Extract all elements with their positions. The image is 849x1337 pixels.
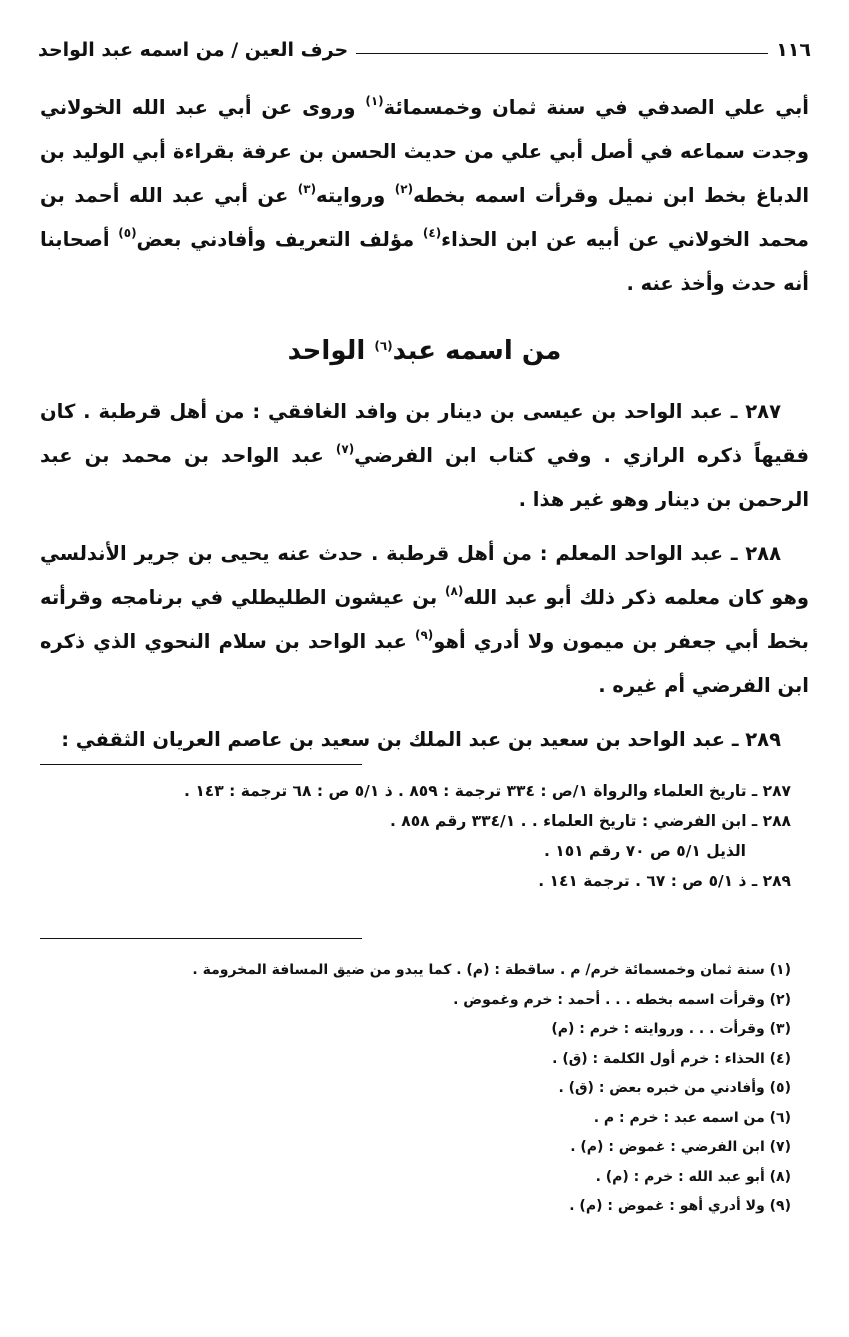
footnote-ref-3: (٣) [297,182,317,196]
entry-288: ٢٨٨ ـ عبد الواحد المعلم : من أهل قرطبة . حدث عنه يحيى بن جرير الأندلسي وهو كان معلمه ذكر ذلك أبو عبد الله$^{(٨)}$ بن عيشون الطليطلي في برنامجه وقرأته بخط أبي جعفر بن ميمون ولا أدري أهو$^{(٩)}$ عبد الواحد بن سلام النحوي الذي ذكره ابن الفرضي أم غيره . [40,542,809,697]
footnotes-block [40,956,791,1222]
footnotes-divider [40,938,362,939]
footnote: (٩) ولا أدري أهو : غموض : (م) . [569,1198,791,1214]
footnote: (١) سنة ثمان وخمسمائة خرم/ م . ساقطة : (م) . كما يبدو من ضيق المسافة المخرومة . [192,962,791,978]
footnote: (٣) وقرأت . . . وروايته : خرم : (م) [551,1021,791,1037]
footnote-ref-9: (٩) [414,628,434,642]
entry-287: ٢٨٧ ـ عبد الواحد بن عيسى بن دينار بن وافد الغافقي : من أهل قرطبة . كان فقيهاً ذكره الرازي . وفي كتاب ابن الفرضي$^{(٧)}$ عبد الواحد بن محمد بن عبد الرحمن بن دينار وهو غير هذا . [40,400,809,511]
footnote: (٦) من اسمه عبد : خرم : م . [593,1109,791,1126]
sources-divider [40,764,362,765]
footnote-ref-2: (٢) [394,182,414,196]
footnote: (٨) أبو عبد الله : خرم : (م) . [595,1168,791,1185]
footnote-ref-7: (٧) [335,442,355,456]
footnote: (٥) وأفادني من خبره بعض : (ق) . [558,1080,791,1096]
footnote-ref-6: (٦) [374,339,393,353]
source-line: ٢٨٧ ـ تاريخ العلماء والرواة ١/ص : ٣٣٤ ترجمة : ٨٥٩ . ذ ٥/١ ص : ٦٨ ترجمة : ١٤٣ . [184,782,791,800]
running-header [38,30,811,70]
footnote-ref-8: (٨) [445,584,464,598]
header-rule [356,53,768,54]
sources-block [40,776,791,896]
source-line: ٢٨٩ ـ ذ ٥/١ ص : ٦٧ . ترجمة ١٤١ . [538,872,791,890]
section-title: من اسمه عبد$^{(٦)}$ الواحد [287,336,562,366]
source-line: الذيل ٥/١ ص ٧٠ رقم ١٥١ . [543,842,746,860]
footnote: (٤) الحذاء : خرم أول الكلمة : (ق) . [552,1050,791,1067]
footnote-ref-4: (٤) [422,226,442,240]
footnote-ref-5: (٥) [118,226,137,240]
intro-paragraph: أبي علي الصدفي في سنة ثمان وخمسمائة$^{(١)}$ وروى عن أبي عبد الله الخولاني وجدت سماعه في أصل أبي علي من حديث الحسن بن عرفة بقراءة أبي الوليد بن الدباغ بخط ابن نميل وقرأت اسمه بخطه$^{(٢)}$ وروايته$^{(٣)}$ عن أبي عبد الله أحمد بن محمد الخولاني عن أبيه عن ابن الحذاء$^{(٤)}$ مؤلف التعريف وأفادني بعض$^{(٥)}$ أصحابنا أنه حدث وأخذ عنه . [40,94,810,295]
footnote: (٧) ابن الفرضي : غموض : (م) . [570,1139,791,1155]
entry-289: ٢٨٩ ـ عبد الواحد بن سعيد بن عبد الملك بن سعيد بن عاصم العريان الثقفي : [61,728,781,751]
page-number: ١١٦ [776,39,811,61]
source-line: ٢٨٨ ـ ابن الفرضي : تاريخ العلماء . . ٣٣٤/١ رقم ٨٥٨ . [389,812,791,830]
footnote: (٢) وقرأت اسمه بخطه . . . أحمد : خرم وغموض . [453,991,791,1008]
footnote-ref-1: (١) [365,94,384,108]
running-title: حرف العين / من اسمه عبد الواحد [38,39,349,61]
main-text [40,86,809,762]
